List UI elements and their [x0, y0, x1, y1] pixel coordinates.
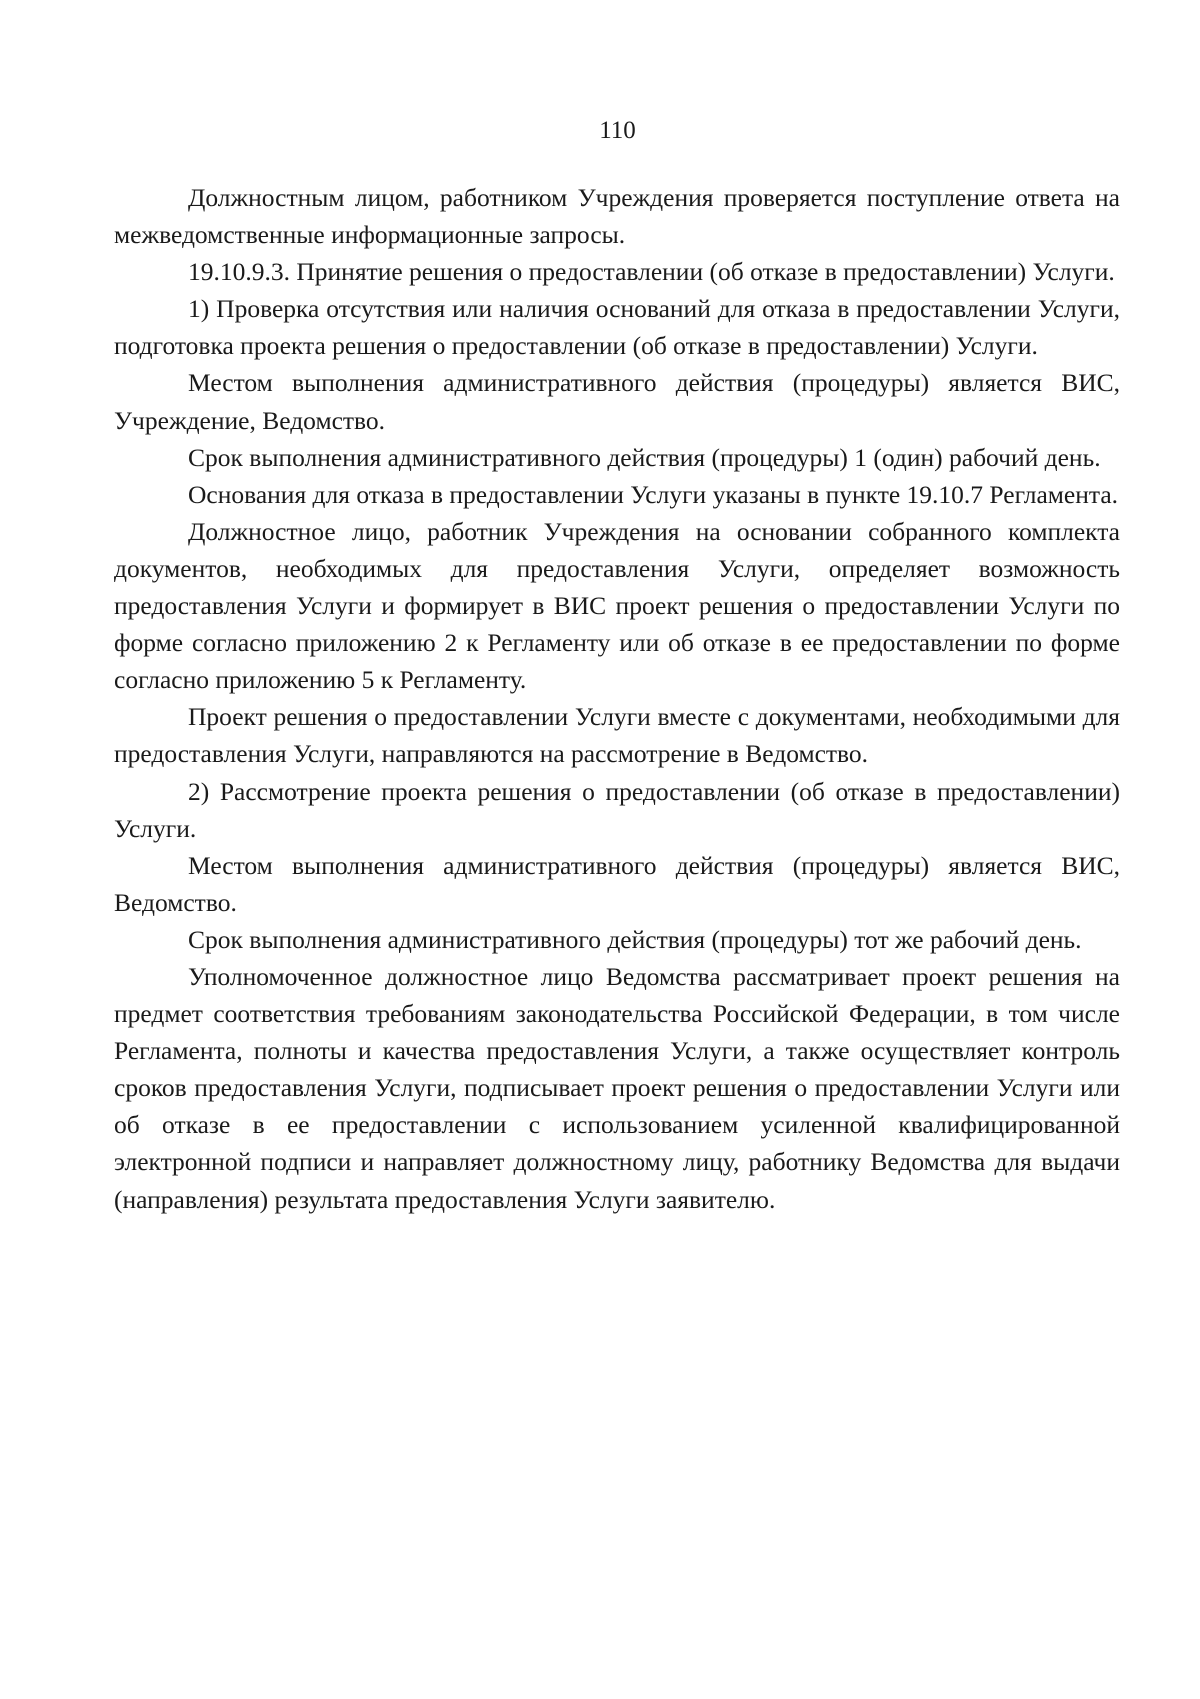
paragraph: 19.10.9.3. Принятие решения о предоставлении (об отказе в предоставлении) Услуги.: [188, 257, 1115, 287]
paragraph: Основания для отказа в предоставлении Услуги указаны в пункте 19.10.7 Регламента.: [188, 479, 1119, 509]
paragraph: Уполномоченное должностное лицо Ведомства рассматривает проект решения на предмет соответствия требованиям законодательства Российской Федерации, в том числе Регламента, полноты и качества предоставления Услуги, а также осуществляет контроль сроков предоставления Услуги, подписывает проект решения о предоставлении Услуги или об отказе в ее предоставлении с использованием усиленной квалифицированной электронной подписи и направляет должностному лицу, работнику Ведомства для выдачи (направления) результата предоставления Услуги заявителю.: [114, 961, 1120, 1214]
paragraph: 1) Проверка отсутствия или наличия оснований для отказа в предоставлении Услуги, подготовка проекта решения о предоставлении (об отказе в предоставлении) Услуги.: [114, 294, 1120, 361]
paragraph: 2) Рассмотрение проекта решения о предоставлении (об отказе в предоставлении) Услуги.: [114, 776, 1120, 843]
page-number: 110: [599, 117, 636, 144]
paragraph: Срок выполнения административного действия (процедуры) тот же рабочий день.: [188, 924, 1082, 954]
paragraph: Местом выполнения административного действия (процедуры) является ВИС, Учреждение, Ведомство.: [114, 368, 1120, 435]
paragraph: Местом выполнения административного действия (процедуры) является ВИС, Ведомство.: [114, 850, 1120, 917]
paragraph: Должностное лицо, работник Учреждения на основании собранного комплекта документов, необходимых для предоставления Услуги, определяет возможность предоставления Услуги и формирует в ВИС проект решения о предоставлении Услуги по форме согласно приложению 2 к Регламенту или об отказе в ее предоставлении по форме согласно приложению 5 к Регламенту.: [114, 516, 1120, 695]
document-body: [114, 179, 1120, 1218]
paragraph: Проект решения о предоставлении Услуги вместе с документами, необходимыми для предоставления Услуги, направляются на рассмотрение в Ведомство.: [114, 702, 1120, 769]
paragraph: Срок выполнения административного действия (процедуры) 1 (один) рабочий день.: [188, 442, 1101, 472]
paragraph: Должностным лицом, работником Учреждения проверяется поступление ответа на межведомственные информационные запросы.: [114, 183, 1120, 250]
